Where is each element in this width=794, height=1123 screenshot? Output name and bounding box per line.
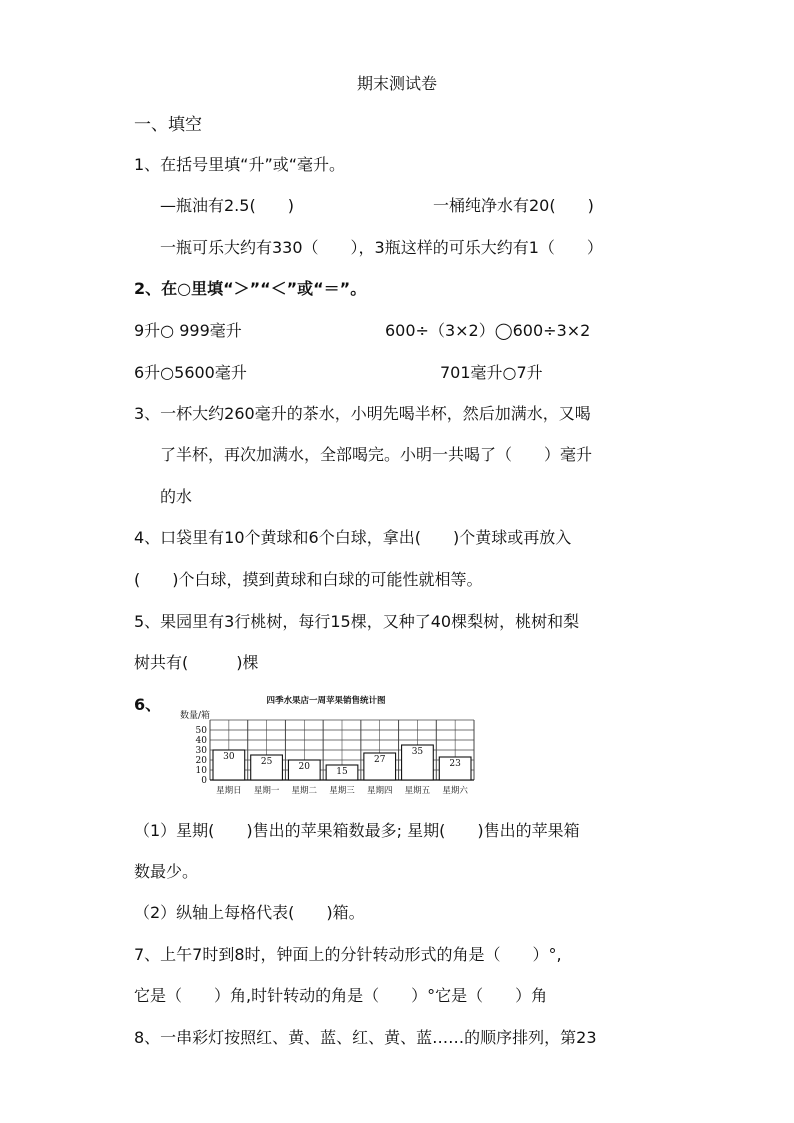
question-1-item-a: —瓶油有2.5( ): [160, 196, 294, 215]
bar-value-label: 25: [260, 757, 273, 767]
bar-value-label: 23: [449, 759, 461, 769]
question-4-line-2: ( )个白球，摸到黄球和白球的可能性就相等。: [134, 570, 483, 589]
y-tick-label: 0: [201, 776, 207, 786]
bar-value-label: 20: [298, 762, 311, 772]
question-4-line-1: 4、口袋里有10个黄球和6个白球，拿出( )个黄球或再放入: [134, 528, 572, 547]
x-tick-label: 星期二: [291, 786, 318, 796]
bar-chart-svg: [176, 694, 476, 798]
question-7-line-1: 7、上午7时到8时，钟面上的分针转动形式的角是（ ）°,: [134, 945, 562, 964]
question-2-item-b: 600÷（3×2）◯600÷3×2: [385, 321, 591, 340]
x-tick-label: 星期四: [366, 786, 393, 796]
bar-value-label: 27: [373, 755, 386, 765]
section-heading: 一、填空: [134, 115, 202, 135]
question-5-line-2: 树共有( )棵: [134, 653, 259, 672]
question-6-sub-2: （2）纵轴上每格代表( )箱。: [134, 903, 365, 922]
x-tick-label: 星期一: [253, 786, 280, 796]
page-title: 期末测试卷: [356, 74, 437, 93]
question-6-sub-1-line-1: （1）星期( )售出的苹果箱数最多; 星期( )售出的苹果箱: [134, 821, 580, 840]
question-2-item-c: 6升○5600毫升: [134, 363, 247, 382]
x-tick-label: 星期三: [329, 786, 355, 796]
question-1-item-c: 一瓶可乐大约有330（ ），3瓶这样的可乐大约有1（ ）: [160, 238, 603, 257]
bar-value-label: 30: [223, 752, 235, 762]
chart-title: 四季水果店一周苹果销售统计图: [266, 696, 386, 706]
question-7-line-2: 它是（ ）角,时针转动的角是（ ）°它是（ ）角: [134, 986, 548, 1005]
question-2-item-d: 701毫升○7升: [440, 363, 543, 382]
question-2-item-a: 9升○ 999毫升: [134, 321, 242, 340]
question-5-line-1: 5、果园里有3行桃树，每行15棵，又种了40棵梨树，桃树和梨: [134, 612, 580, 631]
y-tick-label: 10: [195, 766, 207, 776]
question-2-stem: 2、在○里填“＞”“＜”或“＝”。: [134, 279, 367, 298]
y-tick-label: 20: [195, 756, 207, 766]
y-tick-label: 40: [195, 736, 207, 746]
question-3-line-1: 3、一杯大约260毫升的茶水，小明先喝半杯，然后加满水，又喝: [134, 404, 591, 423]
bar-chart: [176, 694, 476, 798]
x-tick-label: 星期五: [404, 786, 431, 796]
question-1-stem: 1、在括号里填“升”或“毫升。: [134, 155, 346, 174]
y-tick-label: 30: [195, 746, 207, 756]
bar-value-label: 15: [336, 767, 348, 777]
x-tick-label: 星期六: [442, 786, 468, 796]
y-tick-label: 50: [195, 726, 207, 736]
question-3-line-2: 了半杯，再次加满水，全部喝完。小明一共喝了（ ）毫升: [160, 445, 593, 464]
question-6-sub-1-line-2: 数最少。: [134, 862, 199, 881]
bar-value-label: 35: [411, 747, 424, 757]
x-tick-label: 星期日: [216, 786, 242, 796]
question-6-number: 6、: [134, 695, 162, 714]
question-1-item-b: 一桶纯净水有20( ): [433, 196, 594, 215]
y-axis-label: 数量/箱: [180, 711, 211, 721]
question-3-line-3: 的水: [160, 487, 193, 506]
question-8-line-1: 8、一串彩灯按照红、黄、蓝、红、黄、蓝……的顺序排列，第23: [134, 1028, 597, 1047]
